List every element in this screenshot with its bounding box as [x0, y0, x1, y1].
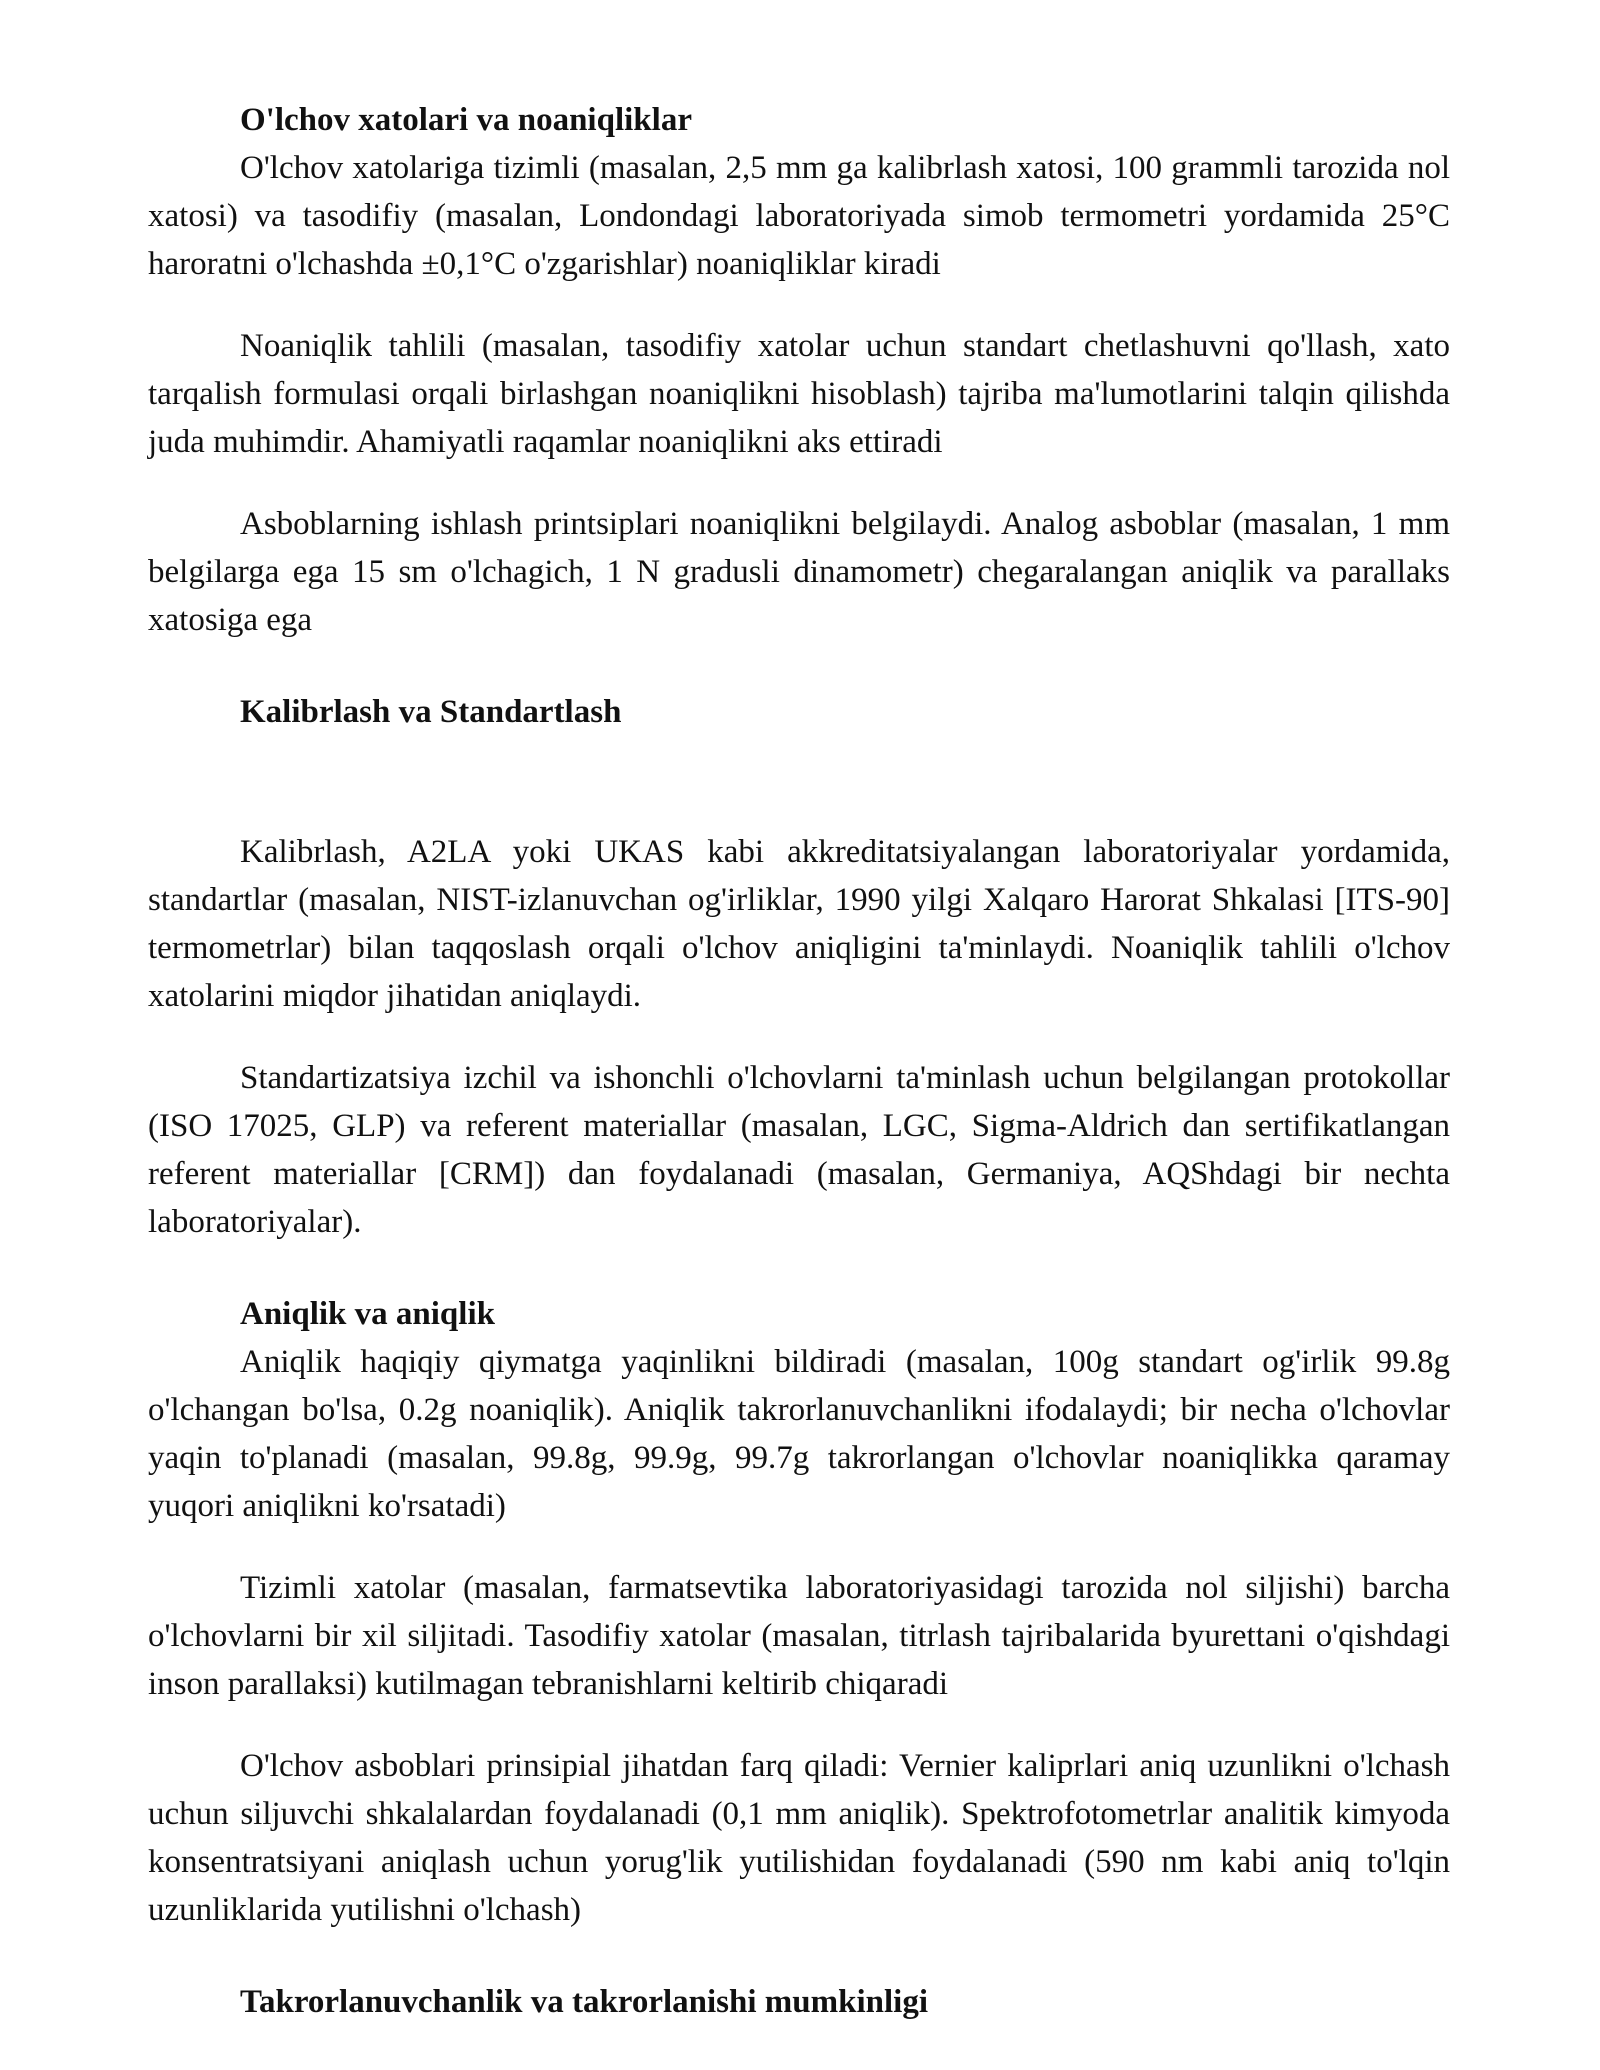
section-heading-accuracy-precision: Aniqlik va aniqlik: [240, 1296, 495, 1332]
section-heading-measurement-errors: O'lchov xatolari va noaniqliklar: [240, 102, 692, 138]
section-heading-calibration: Kalibrlash va Standartlash: [240, 694, 622, 730]
paragraph: Noaniqlik tahlili (masalan, tasodifiy xatolar uchun standart chetlashuvni qo'llash, xato tarqalish formulasi orqali birlashgan noaniqlikni hisoblash) tajriba ma'lumotlarini talqin qilishda juda muhimdir. Ahamiyatli raqamlar noaniqlikni aks ettiradi: [148, 328, 1450, 460]
paragraph: Asboblarning ishlash printsiplari noaniqlikni belgilaydi. Analog asboblar (masalan, 1 mm belgilarga ega 15 sm o'lchagich, 1 N gradusli dinamometr) chegaralangan aniqlik va parallaks xatosiga ega: [148, 506, 1450, 638]
paragraph: O'lchov xatolariga tizimli (masalan, 2,5 mm ga kalibrlash xatosi, 100 grammli tarozida nol xatosi) va tasodifiy (masalan, Londondagi laboratoriyada simob termometri yordamida 25°C haroratni o'lchashda ±0,1°C o'zgarishlar) noaniqliklar kiradi: [148, 150, 1450, 282]
section-heading-repeatability: Takrorlanuvchanlik va takrorlanishi mumkinligi: [240, 1984, 929, 2020]
paragraph: Kalibrlash, A2LA yoki UKAS kabi akkreditatsiyalangan laboratoriyalar yordamida, standartlar (masalan, NIST-izlanuvchan og'irliklar, 1990 yilgi Xalqaro Harorat Shkalasi [ITS-90] termometrlar) bilan taqqoslash orqali o'lchov aniqligini ta'minlaydi. Noaniqlik tahlili o'lchov xatolarini miqdor jihatidan aniqlaydi.: [148, 834, 1450, 1014]
document-page: [148, 96, 1450, 2026]
paragraph: Standartizatsiya izchil va ishonchli o'lchovlarni ta'minlash uchun belgilangan protokollar (ISO 17025, GLP) va referent materiallar (masalan, LGC, Sigma-Aldrich dan sertifikatlangan referent materiallar [CRM]) dan foydalanadi (masalan, Germaniya, AQShdagi bir nechta laboratoriyalar).: [148, 1060, 1450, 1240]
paragraph: Tizimli xatolar (masalan, farmatsevtika laboratoriyasidagi tarozida nol siljishi) barcha o'lchovlarni bir xil siljitadi. Tasodifiy xatolar (masalan, titrlash tajribalarida byurettani o'qishdagi inson parallaksi) kutilmagan tebranishlarni keltirib chiqaradi: [148, 1570, 1450, 1702]
paragraph: Aniqlik haqiqiy qiymatga yaqinlikni bildiradi (masalan, 100g standart og'irlik 99.8g o'lchangan bo'lsa, 0.2g noaniqlik). Aniqlik takrorlanuvchanlikni ifodalaydi; bir necha o'lchovlar yaqin to'planadi (masalan, 99.8g, 99.9g, 99.7g takrorlangan o'lchovlar noaniqlikka qaramay yuqori aniqlikni ko'rsatadi): [148, 1344, 1450, 1524]
paragraph: O'lchov asboblari prinsipial jihatdan farq qiladi: Vernier kaliprlari aniq uzunlikni o'lchash uchun siljuvchi shkalalardan foydalanadi (0,1 mm aniqlik). Spektrofotometrlar analitik kimyoda konsentratsiyani aniqlash uchun yorug'lik yutilishidan foydalanadi (590 nm kabi aniq to'lqin uzunliklarida yutilishni o'lchash): [148, 1748, 1450, 1928]
